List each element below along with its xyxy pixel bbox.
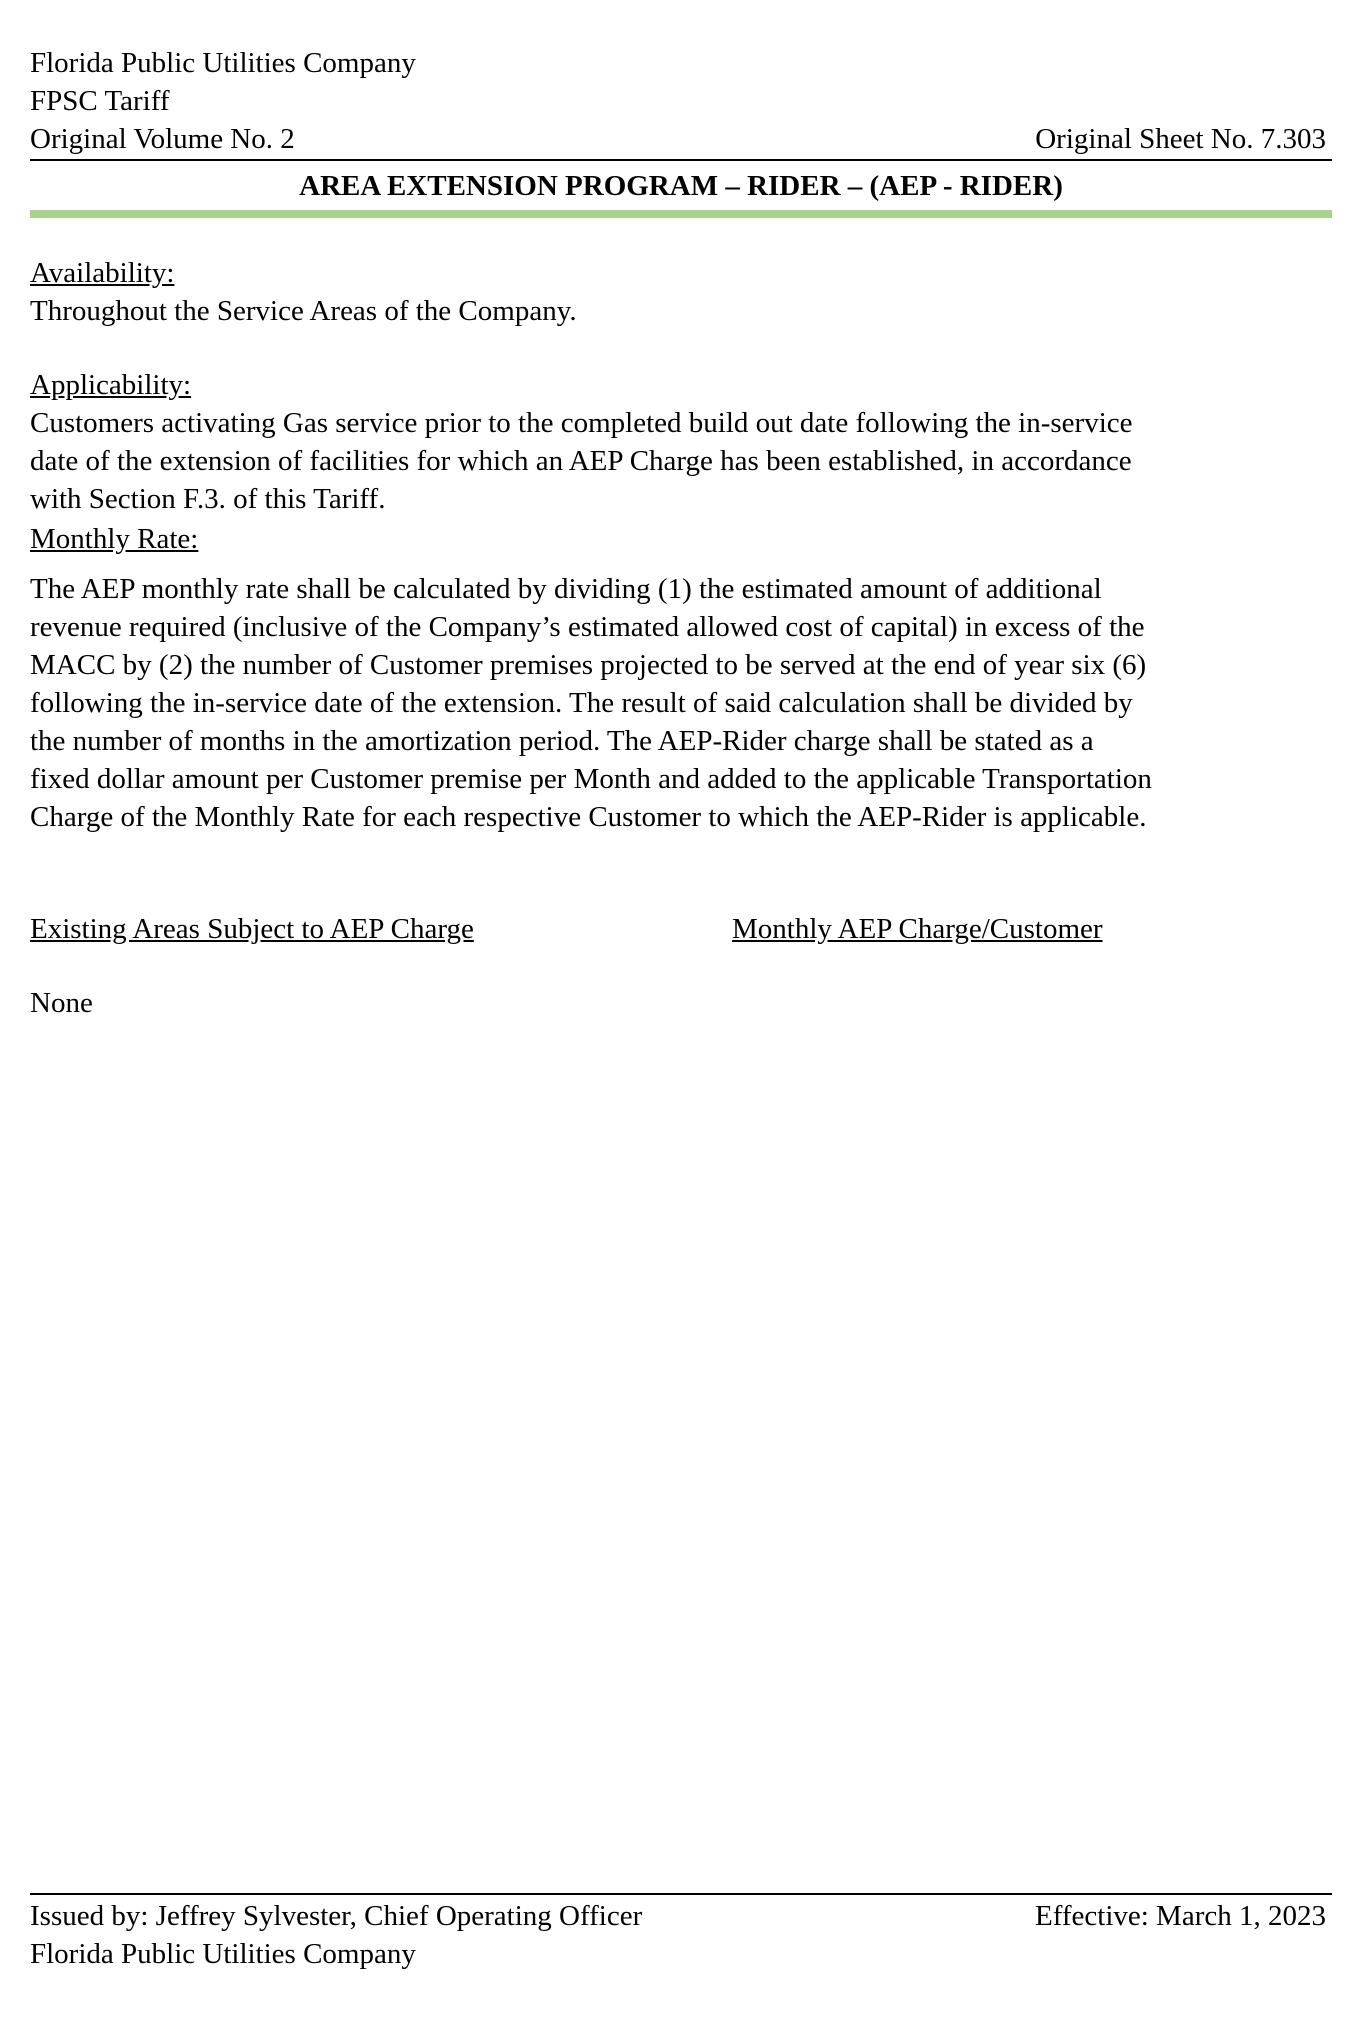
page-title: AREA EXTENSION PROGRAM – RIDER – (AEP - RIDER) (299, 170, 1063, 202)
volume-sheet-row (30, 120, 1332, 158)
monthly-rate-line: Charge of the Monthly Rate for each respective Customer to which the AEP-Rider is applicable. (30, 801, 1147, 833)
aep-charge-table-header (30, 910, 1332, 948)
applicability-heading: Applicability: (30, 369, 192, 401)
applicability-line: Customers activating Gas service prior to the completed build out date following the in-service (30, 407, 1133, 439)
applicability-section (30, 366, 1332, 518)
footer-divider (30, 1893, 1332, 1895)
existing-areas-header: Existing Areas Subject to AEP Charge (30, 913, 474, 945)
monthly-rate-line: MACC by (2) the number of Customer premises projected to be served at the end of year six (6) (30, 649, 1147, 681)
monthly-rate-line: The AEP monthly rate shall be calculated by dividing (1) the estimated amount of additional (30, 573, 1102, 605)
header (30, 44, 1332, 218)
header-divider (30, 159, 1332, 161)
availability-section (30, 254, 1332, 330)
tariff-name: FPSC Tariff (30, 85, 170, 117)
availability-text: Throughout the Service Areas of the Company. (30, 295, 577, 327)
issued-row (30, 1897, 1332, 1935)
monthly-rate-section (30, 520, 1332, 836)
volume-label: Original Volume No. 2 (30, 123, 295, 155)
footer (30, 1892, 1332, 1973)
applicability-line: with Section F.3. of this Tariff. (30, 483, 386, 515)
monthly-charge-header: Monthly AEP Charge/Customer (732, 913, 1103, 945)
sheet-number: Original Sheet No. 7.303 (1035, 123, 1326, 155)
availability-heading: Availability: (30, 257, 175, 289)
issued-by: Issued by: Jeffrey Sylvester, Chief Operating Officer (30, 1900, 643, 1932)
tariff-sheet (30, 44, 1332, 1022)
effective-date: Effective: March 1, 2023 (1035, 1900, 1326, 1932)
monthly-rate-line: fixed dollar amount per Customer premise per Month and added to the applicable Transportation (30, 763, 1152, 795)
table-row: None (30, 987, 93, 1019)
applicability-line: date of the extension of facilities for which an AEP Charge has been established, in accordance (30, 445, 1132, 477)
title-rule (30, 210, 1332, 218)
monthly-rate-line: following the in-service date of the extension. The result of said calculation shall be divided by (30, 687, 1133, 719)
monthly-rate-line: the number of months in the amortization period. The AEP-Rider charge shall be stated as a (30, 725, 1094, 757)
company-name: Florida Public Utilities Company (30, 47, 416, 79)
monthly-rate-line: revenue required (inclusive of the Company’s estimated allowed cost of capital) in excess of the (30, 611, 1145, 643)
monthly-rate-heading: Monthly Rate: (30, 523, 199, 555)
footer-company: Florida Public Utilities Company (30, 1938, 416, 1970)
